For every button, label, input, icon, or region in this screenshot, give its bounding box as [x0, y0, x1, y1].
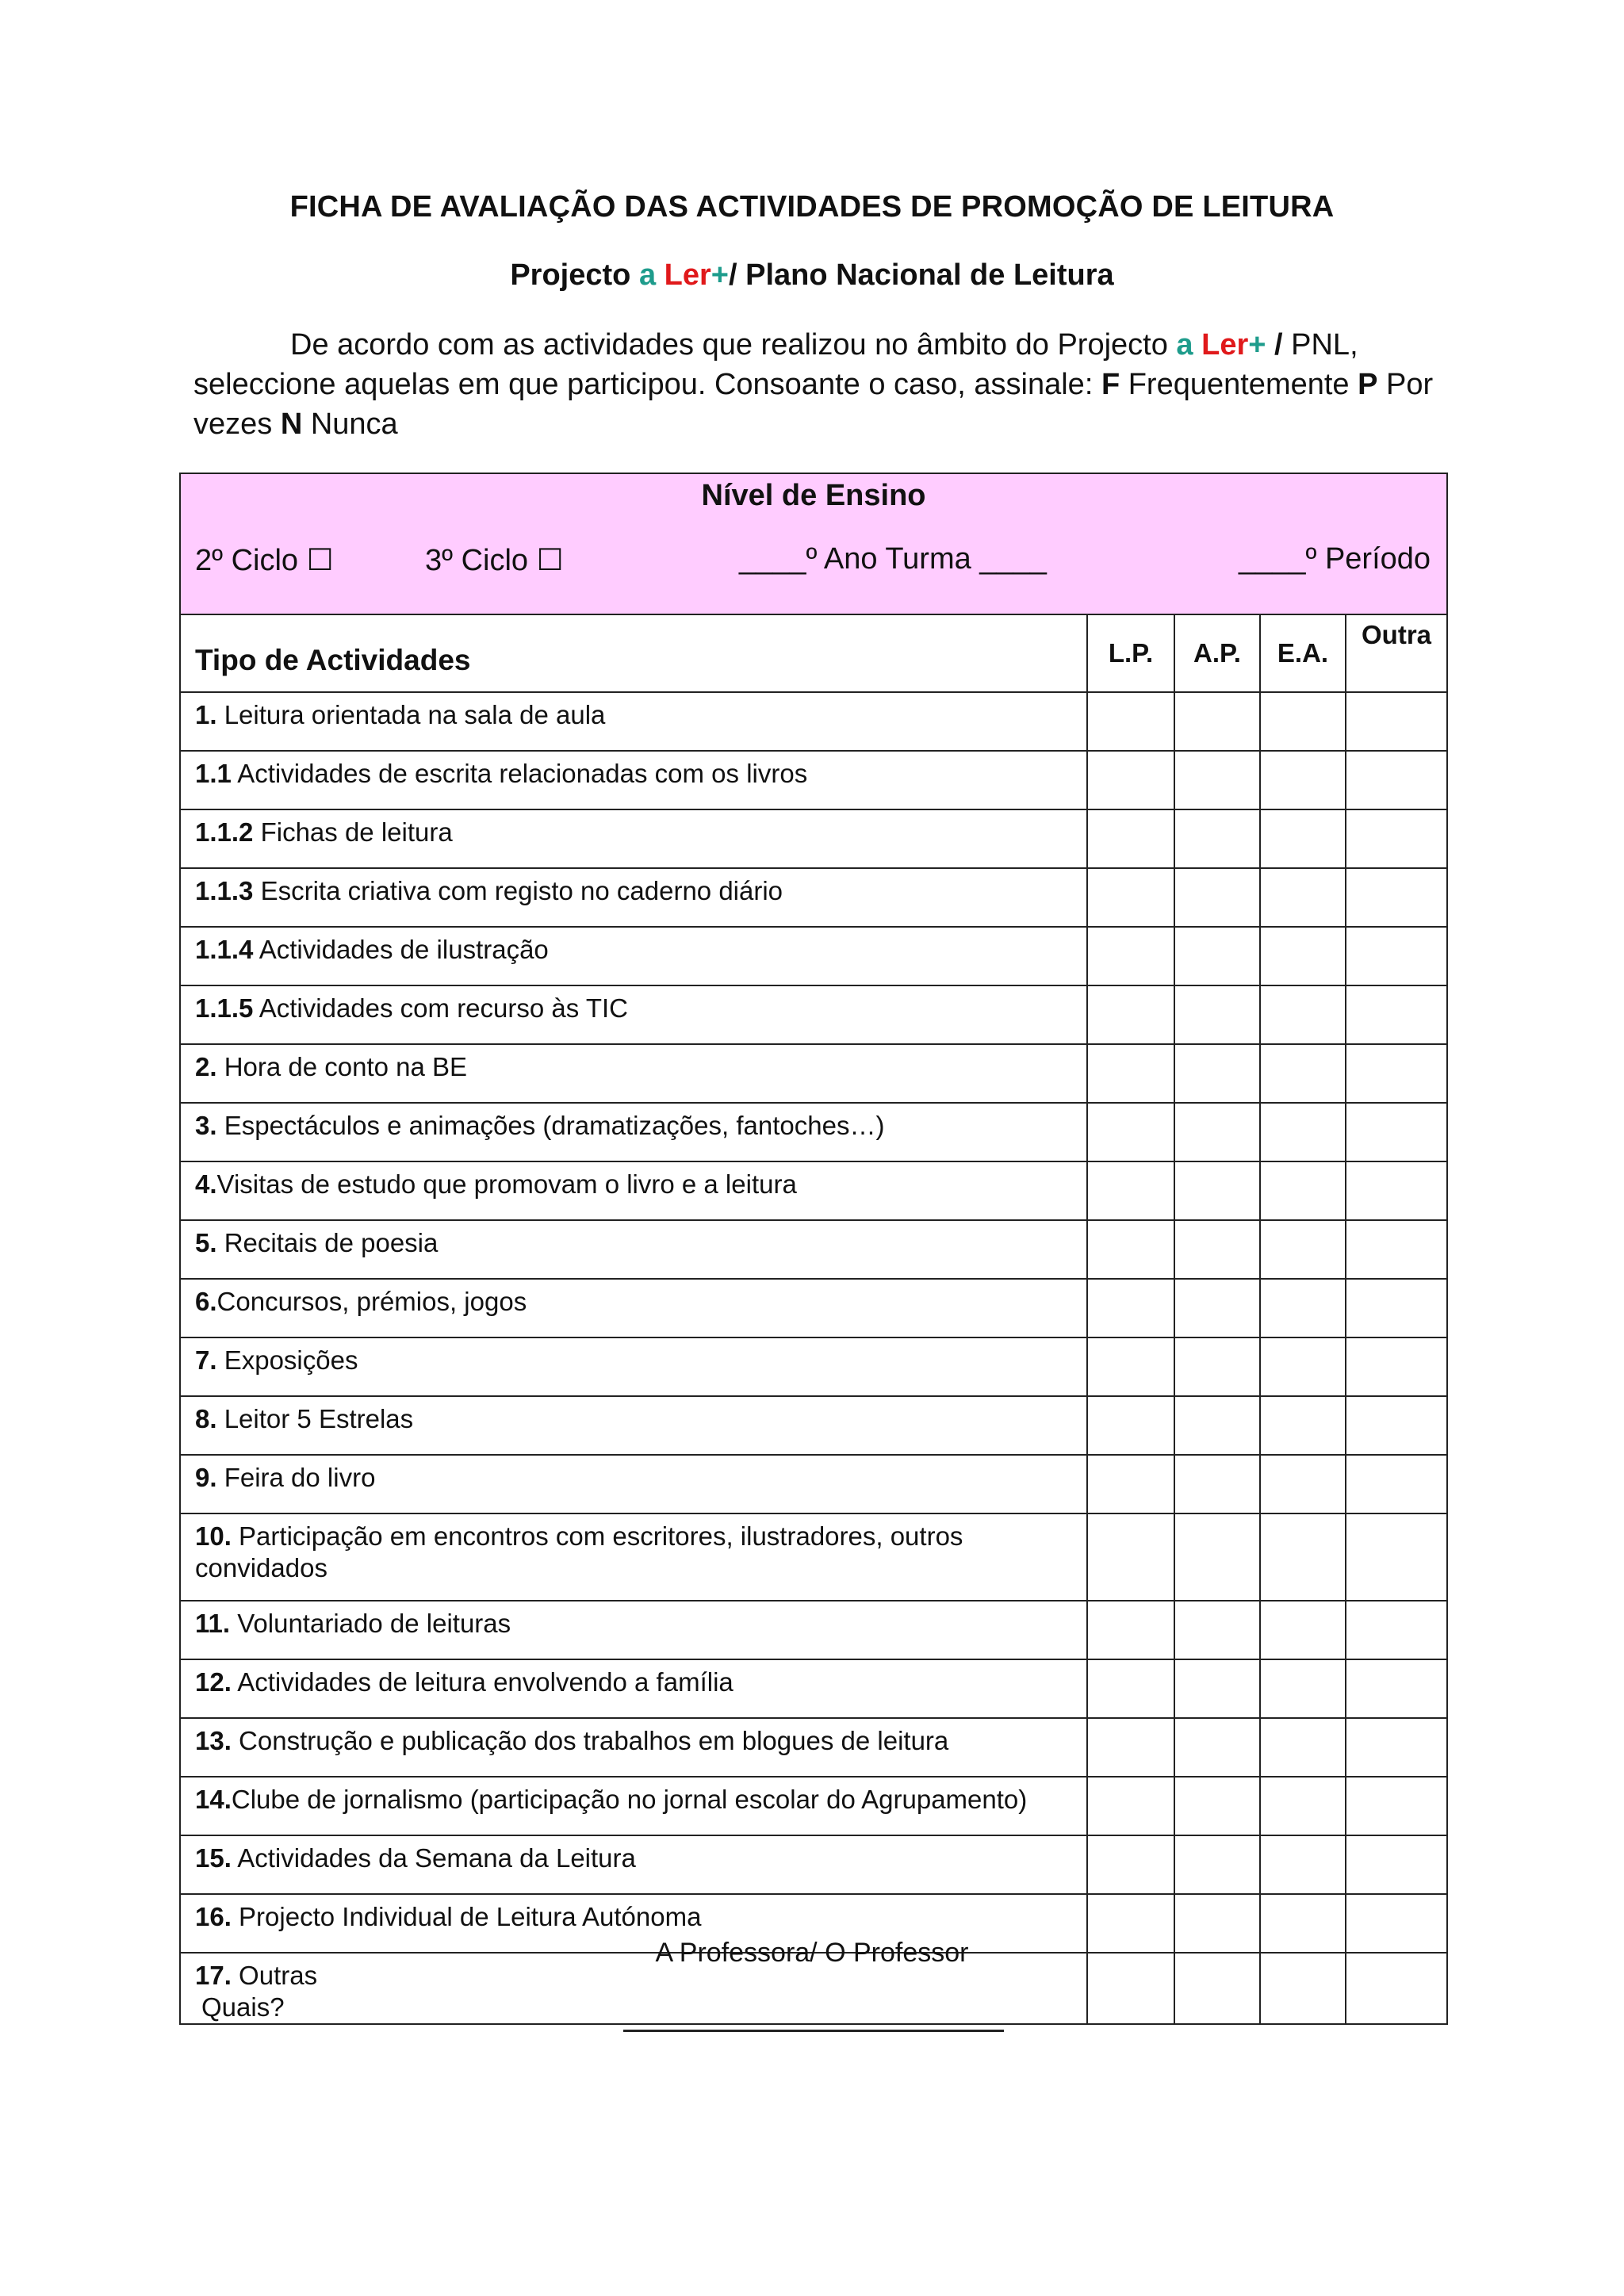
- table-row: [180, 1220, 1447, 1279]
- intro-f-text: Frequentemente: [1120, 368, 1358, 401]
- activity-number: 16.: [195, 1902, 232, 1931]
- rating-cell-lp[interactable]: [1087, 1835, 1174, 1894]
- table-row: [180, 1601, 1447, 1659]
- activity-text: Projecto Individual de Leitura Autónoma: [231, 1902, 702, 1931]
- rating-cell-ap[interactable]: [1174, 1718, 1260, 1777]
- activity-text: Leitor 5 Estrelas: [216, 1404, 414, 1433]
- rating-cell-ap[interactable]: [1174, 1455, 1260, 1513]
- column-header-activities: Tipo de Actividades: [180, 614, 1087, 692]
- rating-cell-ap[interactable]: [1174, 751, 1260, 809]
- activity-label: [180, 1220, 1087, 1279]
- rating-cell-outra[interactable]: [1346, 868, 1447, 927]
- rating-cell-ap[interactable]: [1174, 1396, 1260, 1455]
- table-row: [180, 1777, 1447, 1835]
- table-row: [180, 868, 1447, 927]
- rating-cell-ea[interactable]: [1260, 1396, 1346, 1455]
- column-header-ea: E.A.: [1260, 614, 1346, 692]
- table-row: [180, 927, 1447, 985]
- activity-number: 1.1: [195, 759, 232, 788]
- rating-cell-lp[interactable]: [1087, 751, 1174, 809]
- rating-cell-outra[interactable]: [1346, 1513, 1447, 1601]
- activity-text: Voluntariado de leituras: [230, 1609, 511, 1638]
- activity-text: Participação em encontros com escritores, ilustradores, outros convidados: [195, 1521, 963, 1582]
- rating-cell-outra[interactable]: [1346, 1718, 1447, 1777]
- rating-cell-ap[interactable]: [1174, 1161, 1260, 1220]
- rating-cell-lp[interactable]: [1087, 985, 1174, 1044]
- activity-label: [180, 868, 1087, 927]
- activity-text: Actividades de escrita relacionadas com os livros: [231, 759, 808, 788]
- rating-cell-ap[interactable]: [1174, 809, 1260, 868]
- rating-cell-ap[interactable]: [1174, 1220, 1260, 1279]
- rating-cell-ea[interactable]: [1260, 1513, 1346, 1601]
- activity-number: 17.: [195, 1961, 232, 1990]
- activity-number: 1.1.3: [195, 876, 254, 905]
- rating-cell-ea[interactable]: [1260, 1279, 1346, 1337]
- activity-rows: [180, 692, 1447, 2024]
- activity-text: Actividades de leitura envolvendo a família: [231, 1667, 733, 1697]
- activity-text: Actividades com recurso às TIC: [253, 993, 628, 1023]
- activity-number: 14.: [195, 1785, 232, 1814]
- activity-number: 1.1.4: [195, 935, 254, 964]
- evaluation-table: [179, 473, 1448, 2025]
- activity-number: 1.1.5: [195, 993, 254, 1023]
- rating-cell-ap[interactable]: [1174, 1777, 1260, 1835]
- activity-number: 10.: [195, 1521, 232, 1551]
- column-header-outra: Outra: [1346, 614, 1447, 692]
- activity-label: [180, 751, 1087, 809]
- activity-text: Leitura orientada na sala de aula: [216, 700, 606, 729]
- signature-label: A Professora/ O Professor: [655, 1938, 969, 1968]
- rating-cell-outra[interactable]: [1346, 1835, 1447, 1894]
- activity-text: Exposições: [216, 1345, 358, 1375]
- activity-text: Concursos, prémios, jogos: [216, 1287, 527, 1316]
- intro-a: a: [1176, 328, 1193, 362]
- activity-label: [180, 1044, 1087, 1103]
- intro-part1: De acordo com as actividades que realizou no âmbito do Projecto: [290, 328, 1177, 362]
- ano-turma-field[interactable]: ____º Ano Turma ____: [739, 542, 1047, 576]
- rating-cell-outra[interactable]: [1346, 985, 1447, 1044]
- intro-p-key: P: [1358, 368, 1378, 401]
- periodo-field[interactable]: ____º Período: [1238, 542, 1431, 576]
- document-subtitle: [0, 258, 1624, 293]
- rating-cell-ap[interactable]: [1174, 1044, 1260, 1103]
- activity-label: [180, 985, 1087, 1044]
- intro-slash: /: [1266, 328, 1292, 362]
- rating-cell-ea[interactable]: [1260, 1718, 1346, 1777]
- ciclo3-checkbox[interactable]: 3º Ciclo ☐: [425, 544, 564, 577]
- table-row: [180, 1513, 1447, 1601]
- activity-subtext: Quais?: [201, 1992, 285, 2022]
- activity-number: 15.: [195, 1843, 232, 1873]
- table-row: [180, 1659, 1447, 1718]
- activity-label: [180, 1279, 1087, 1337]
- subtitle-a: a: [638, 258, 657, 292]
- ciclo2-checkbox[interactable]: 2º Ciclo ☐: [195, 544, 334, 577]
- table-row: [180, 692, 1447, 751]
- activity-text: Outras: [231, 1961, 318, 1990]
- rating-cell-lp[interactable]: [1087, 692, 1174, 751]
- level-box: [180, 473, 1447, 614]
- activity-number: 2.: [195, 1052, 217, 1081]
- rating-cell-ea[interactable]: [1260, 1835, 1346, 1894]
- level-title: Nível de Ensino: [701, 479, 926, 512]
- rating-cell-lp[interactable]: [1087, 1161, 1174, 1220]
- rating-cell-ea[interactable]: [1260, 927, 1346, 985]
- intro-n-text: Nunca: [302, 408, 398, 441]
- activity-label: [180, 1396, 1087, 1455]
- rating-cell-outra[interactable]: [1346, 1161, 1447, 1220]
- intro-ler: Ler: [1201, 328, 1249, 362]
- activity-text: Hora de conto na BE: [216, 1052, 468, 1081]
- intro-paragraph: [193, 325, 1446, 444]
- activity-text: Fichas de leitura: [253, 817, 453, 847]
- rating-cell-lp[interactable]: [1087, 1601, 1174, 1659]
- rating-cell-ea[interactable]: [1260, 985, 1346, 1044]
- table-row: [180, 1718, 1447, 1777]
- activity-label: [180, 1161, 1087, 1220]
- activity-number: 7.: [195, 1345, 217, 1375]
- rating-cell-ap[interactable]: [1174, 868, 1260, 927]
- rating-cell-ea[interactable]: [1260, 1044, 1346, 1103]
- activity-number: 9.: [195, 1463, 217, 1492]
- table-row: [180, 751, 1447, 809]
- rating-cell-ea[interactable]: [1260, 1777, 1346, 1835]
- subtitle-prefix: Projecto: [510, 258, 639, 292]
- activity-label: [180, 809, 1087, 868]
- table-row: [180, 1161, 1447, 1220]
- rating-cell-ap[interactable]: [1174, 1103, 1260, 1161]
- table-row: [180, 809, 1447, 868]
- intro-f-key: F: [1101, 368, 1120, 401]
- activity-text: Feira do livro: [216, 1463, 376, 1492]
- rating-cell-ea[interactable]: [1260, 1220, 1346, 1279]
- intro-n-key: N: [280, 408, 303, 441]
- activity-label: [180, 1103, 1087, 1161]
- intro-plus: +: [1248, 328, 1266, 362]
- rating-cell-lp[interactable]: [1087, 1455, 1174, 1513]
- rating-cell-ap[interactable]: [1174, 1835, 1260, 1894]
- table-row: [180, 1455, 1447, 1513]
- rating-cell-lp[interactable]: [1087, 868, 1174, 927]
- activity-text: Actividades da Semana da Leitura: [231, 1843, 636, 1873]
- column-header-lp: L.P.: [1087, 614, 1174, 692]
- rating-cell-outra[interactable]: [1346, 809, 1447, 868]
- table-row: [180, 1835, 1447, 1894]
- intro-p-text: Por vezes: [193, 368, 1434, 441]
- activity-text: Clube de jornalismo (participação no jornal escolar do Agrupamento): [231, 1785, 1028, 1814]
- rating-cell-lp[interactable]: [1087, 1718, 1174, 1777]
- rating-cell-outra[interactable]: [1346, 927, 1447, 985]
- activity-number: 1.: [195, 700, 217, 729]
- rating-cell-outra[interactable]: [1346, 1220, 1447, 1279]
- rating-cell-lp[interactable]: [1087, 1279, 1174, 1337]
- rating-cell-ea[interactable]: [1260, 1601, 1346, 1659]
- activity-number: 1.1.2: [195, 817, 254, 847]
- activity-number: 12.: [195, 1667, 232, 1697]
- table-row: [180, 1103, 1447, 1161]
- activity-number: 11.: [195, 1609, 231, 1638]
- activity-text: Construção e publicação dos trabalhos em blogues de leitura: [231, 1726, 949, 1755]
- rating-cell-outra[interactable]: [1346, 751, 1447, 809]
- activity-label: [180, 1718, 1087, 1777]
- document-title: FICHA DE AVALIAÇÃO DAS ACTIVIDADES DE PROMOÇÃO DE LEITURA: [289, 190, 1335, 224]
- activity-label: [180, 1513, 1087, 1601]
- rating-cell-ea[interactable]: [1260, 868, 1346, 927]
- subtitle-plus: +: [710, 258, 729, 292]
- rating-cell-outra[interactable]: [1346, 1659, 1447, 1718]
- activity-number: 3.: [195, 1111, 217, 1140]
- column-header-ap: A.P.: [1174, 614, 1260, 692]
- intro-part2: PNL, seleccione aquelas em que participou. Consoante o caso, assinale:: [193, 328, 1358, 401]
- signature-line[interactable]: [623, 2030, 1004, 2032]
- rating-cell-ea[interactable]: [1260, 1161, 1346, 1220]
- rating-cell-outra[interactable]: [1346, 1455, 1447, 1513]
- activity-label: [180, 1337, 1087, 1396]
- rating-cell-outra[interactable]: [1346, 1396, 1447, 1455]
- rating-cell-ap[interactable]: [1174, 1601, 1260, 1659]
- subtitle-suffix: / Plano Nacional de Leitura: [728, 258, 1114, 292]
- rating-cell-outra[interactable]: [1346, 1279, 1447, 1337]
- activity-number: 6.: [195, 1287, 217, 1316]
- rating-cell-outra[interactable]: [1346, 1044, 1447, 1103]
- rating-cell-outra[interactable]: [1346, 1777, 1447, 1835]
- rating-cell-ea[interactable]: [1260, 1455, 1346, 1513]
- rating-cell-ea[interactable]: [1260, 751, 1346, 809]
- activity-number: 4.: [195, 1169, 217, 1199]
- rating-cell-lp[interactable]: [1087, 1396, 1174, 1455]
- table-row: [180, 1044, 1447, 1103]
- activity-text: Visitas de estudo que promovam o livro e a leitura: [216, 1169, 797, 1199]
- table-row: [180, 985, 1447, 1044]
- rating-cell-ap[interactable]: [1174, 1659, 1260, 1718]
- activity-label: [180, 1835, 1087, 1894]
- rating-cell-lp[interactable]: [1087, 1044, 1174, 1103]
- activity-label: [180, 927, 1087, 985]
- rating-cell-outra[interactable]: [1346, 692, 1447, 751]
- activity-label: [180, 1659, 1087, 1718]
- rating-cell-lp[interactable]: [1087, 927, 1174, 985]
- rating-cell-ea[interactable]: [1260, 1337, 1346, 1396]
- activity-text: Recitais de poesia: [216, 1228, 439, 1257]
- table-row: [180, 1337, 1447, 1396]
- activity-number: 8.: [195, 1404, 217, 1433]
- rating-cell-ea[interactable]: [1260, 1659, 1346, 1718]
- rating-cell-ap[interactable]: [1174, 1279, 1260, 1337]
- table-row: [180, 1396, 1447, 1455]
- rating-cell-ap[interactable]: [1174, 927, 1260, 985]
- rating-cell-lp[interactable]: [1087, 809, 1174, 868]
- activity-number: 5.: [195, 1228, 217, 1257]
- rating-cell-ea[interactable]: [1260, 809, 1346, 868]
- rating-cell-lp[interactable]: [1087, 1777, 1174, 1835]
- activity-label: [180, 1455, 1087, 1513]
- activity-text: Actividades de ilustração: [253, 935, 549, 964]
- rating-cell-lp[interactable]: [1087, 1220, 1174, 1279]
- rating-cell-ap[interactable]: [1174, 1337, 1260, 1396]
- activity-label: [180, 1601, 1087, 1659]
- activity-label: [180, 1777, 1087, 1835]
- rating-cell-outra[interactable]: [1346, 1103, 1447, 1161]
- rating-cell-outra[interactable]: [1346, 1337, 1447, 1396]
- rating-cell-lp[interactable]: [1087, 1513, 1174, 1601]
- activity-text: Escrita criativa com registo no caderno diário: [253, 876, 783, 905]
- rating-cell-ap[interactable]: [1174, 1513, 1260, 1601]
- rating-cell-lp[interactable]: [1087, 1337, 1174, 1396]
- rating-cell-ap[interactable]: [1174, 985, 1260, 1044]
- activity-text: Espectáculos e animações (dramatizações, fantoches…): [216, 1111, 885, 1140]
- table-row: [180, 1279, 1447, 1337]
- rating-cell-lp[interactable]: [1087, 1659, 1174, 1718]
- rating-cell-outra[interactable]: [1346, 1601, 1447, 1659]
- subtitle-ler: Ler: [664, 258, 711, 292]
- activity-number: 13.: [195, 1726, 232, 1755]
- rating-cell-ap[interactable]: [1174, 692, 1260, 751]
- activity-label: [180, 692, 1087, 751]
- rating-cell-ea[interactable]: [1260, 1103, 1346, 1161]
- rating-cell-lp[interactable]: [1087, 1103, 1174, 1161]
- column-header-row: [180, 614, 1447, 692]
- rating-cell-ea[interactable]: [1260, 692, 1346, 751]
